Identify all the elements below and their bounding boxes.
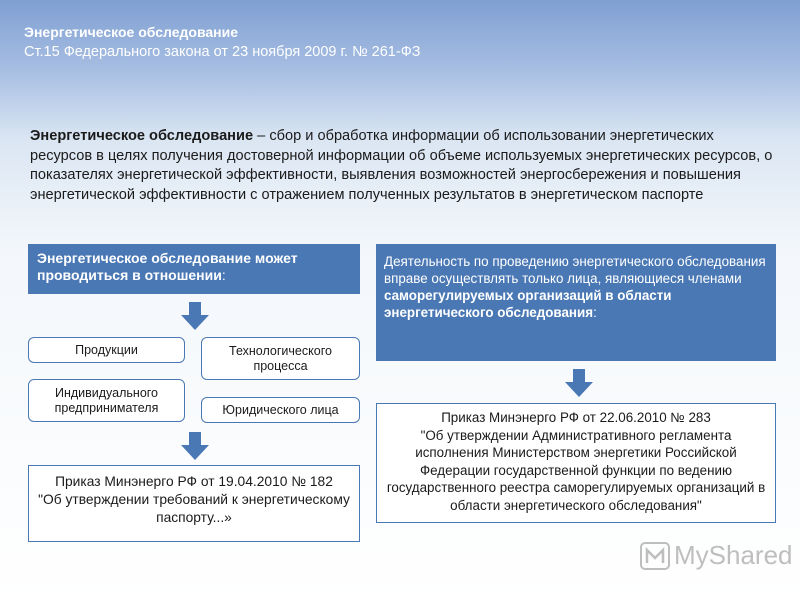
right-heading-box (376, 244, 776, 361)
definition-text: – сбор и обработка информации об использовании энергетических ресурсов в целях получения достоверной информации об объеме используемых энергетических ресурсов, о показателях энергетической эффективности, выявления возможностей энергосбережения и повышения энергетической эффективности с отражением полученных результатов в энергетическом паспорте (30, 128, 773, 203)
arrow-down-icon (181, 432, 209, 460)
left-heading-text: Энергетическое обследование может проводиться в отношении (37, 250, 298, 283)
header-title: Энергетическое обследование (24, 24, 239, 40)
item-legal-entity: Юридического лица (201, 397, 360, 423)
item-products: Продукции (28, 337, 185, 363)
definition-term: Энергетическое обследование (30, 128, 254, 144)
definition-paragraph (30, 127, 775, 205)
right-heading-suffix: : (593, 305, 597, 320)
item-individual-entrepreneur: Индивидуального предпринимателя (28, 379, 185, 422)
arrow-down-icon (181, 302, 209, 330)
order-283-text: "Об утверждении Административного регламента исполнения Министерством энергетики Российской Федерации государственной функции по ведению государственного реестра саморегулируемых организаций в области энергетического обследования" (386, 427, 766, 513)
left-heading-box (28, 244, 360, 294)
order-182-text: "Об утверждении требований к энергетическому паспорту...» (38, 492, 350, 525)
order-182-box (28, 465, 360, 542)
right-heading-bold: саморегулируемых организаций в области энергетического обследования (384, 288, 672, 320)
order-283-box (376, 403, 776, 523)
left-heading-suffix: : (221, 267, 226, 283)
header-subtitle: Ст.15 Федерального закона от 23 ноября 2009 г. № 261-ФЗ (24, 44, 421, 60)
order-283-title: Приказ Минэнерго РФ от 22.06.2010 № 283 (441, 410, 711, 425)
order-182-title: Приказ Минэнерго РФ от 19.04.2010 № 182 (55, 474, 333, 489)
myshared-logo-icon (640, 542, 670, 570)
watermark-logo (640, 540, 793, 571)
item-tech-process: Технологического процесса (201, 337, 360, 380)
watermark-text: MyShared (674, 540, 793, 570)
arrow-down-icon (565, 369, 593, 397)
right-heading-text: Деятельность по проведению энергетического обследования вправе осуществлять только лица, являющиеся членами (384, 254, 766, 286)
